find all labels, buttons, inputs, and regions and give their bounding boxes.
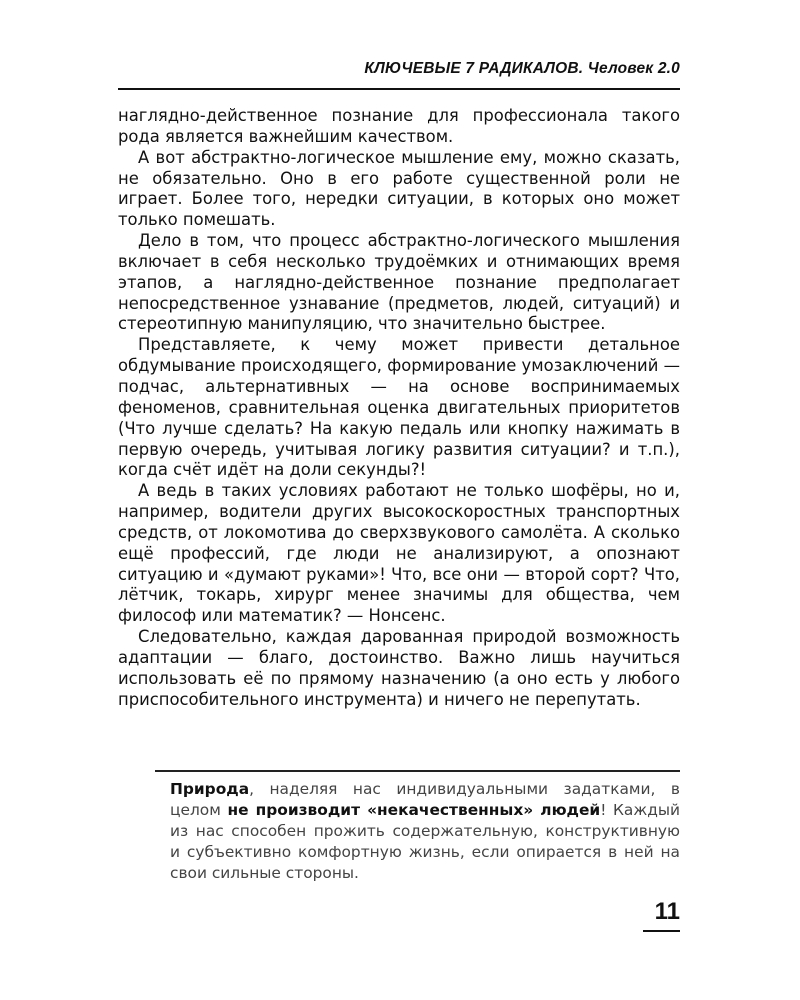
callout-text-1: , наделяя нас индивидуальными задатками, в целом bbox=[170, 780, 680, 819]
callout-bold-middle: не производит «некачественных» людей bbox=[227, 800, 601, 819]
page-number: 11 bbox=[654, 898, 680, 925]
paragraph-1: наглядно-действенное познание для профессионала такого рода является важнейшим качеством. bbox=[118, 106, 680, 146]
page-number-rule bbox=[643, 930, 680, 932]
header-rule bbox=[118, 88, 680, 90]
running-title: КЛЮЧЕВЫЕ 7 РАДИКАЛОВ. Человек 2.0 bbox=[364, 60, 680, 77]
callout-text-2: ! Каждый из нас способен прожить содержательную, конструктивную и субъективно комфортную жизнь, если опирается в ней на свои сильные стороны. bbox=[170, 800, 680, 882]
paragraph-2: А вот абстрактно-логическое мышление ему, можно сказать, не обязательно. Оно в его работе существенной роли не играет. Более того, нередки ситуации, в которых оно может только помешать. bbox=[118, 147, 680, 230]
callout-box bbox=[170, 779, 680, 884]
callout-bold-lead: Природа bbox=[170, 780, 250, 798]
body-text bbox=[118, 106, 680, 710]
callout-rule bbox=[155, 770, 680, 772]
paragraph-5: А ведь в таких условиях работают не только шофёры, но и, например, водители других высокоскоростных транспортных средств, от локомотива до сверхзвукового самолёта. А сколько ещё профессий, где люди не анализируют, а опознают ситуацию и «думают руками»! Что, все они — второй сорт? Что, лётчик, токарь, хирург менее значимы для общества, чем философ или математик? — Нонсенс. bbox=[118, 481, 680, 626]
paragraph-4: Представляете, к чему может привести детальное обдумывание происходящего, формирование умозаключений — подчас, альтернативных — на основе воспринимаемых феноменов, сравнительная оценка двигательных приоритетов (Что лучше сделать? На какую педаль или кнопку нажимать в первую очередь, учитывая логику развития ситуации? и т.п.), когда счёт идёт на доли секунды?! bbox=[118, 335, 680, 480]
paragraph-6: Следовательно, каждая дарованная природой возможность адаптации — благо, достоинство. Важно лишь научиться использовать её по прямому назначению (а оно есть у любого приспособительного инструмента) и ничего не перепутать. bbox=[118, 627, 680, 709]
paragraph-3: Дело в том, что процесс абстрактно-логического мышления включает в себя несколько трудоёмких и отнимающих время этапов, а наглядно-действенное познание предполагает непосредственное узнавание (предметов, людей, ситуаций) и стереотипную манипуляцию, что значительно быстрее. bbox=[118, 231, 680, 334]
